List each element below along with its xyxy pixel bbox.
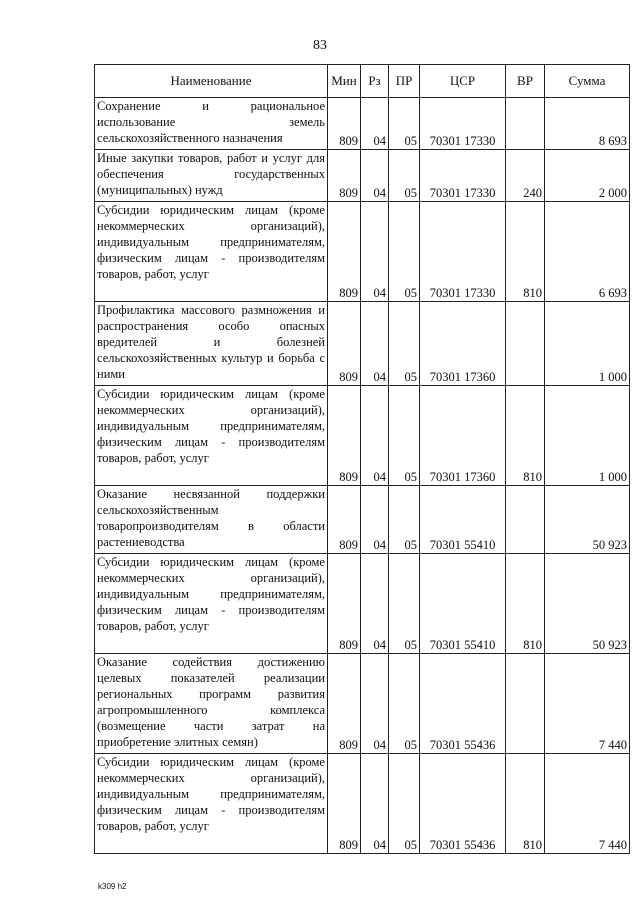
row-name-cell: Субсидии юридическим лицам (кроме некоммерческих организаций), индивидуальным предпринимателям, физическим лицам - производителям товаров, работ, услуг	[95, 202, 328, 302]
row-sum-cell: 7 440	[545, 654, 630, 754]
row-min-cell: 809	[328, 554, 361, 654]
row-vr-cell	[506, 302, 545, 386]
table-row	[95, 754, 630, 854]
table-row	[95, 302, 630, 386]
row-sum-cell: 2 000	[545, 150, 630, 202]
row-vr-cell: 240	[506, 150, 545, 202]
row-vr-cell	[506, 486, 545, 554]
row-vr-cell: 810	[506, 386, 545, 486]
row-name-cell: Субсидии юридическим лицам (кроме некоммерческих организаций), индивидуальным предпринимателям, физическим лицам - производителям товаров, работ, услуг	[95, 754, 328, 854]
row-min-cell: 809	[328, 654, 361, 754]
row-pr-cell: 05	[389, 654, 420, 754]
row-pr-cell: 05	[389, 98, 420, 150]
row-name-cell: Оказание несвязанной поддержки сельскохозяйственным товаропроизводителям в области растениеводства	[95, 486, 328, 554]
row-pr-cell: 05	[389, 554, 420, 654]
row-pr-cell: 05	[389, 150, 420, 202]
row-sum-cell: 50 923	[545, 554, 630, 654]
table-row	[95, 386, 630, 486]
row-name-cell: Иные закупки товаров, работ и услуг для обеспечения государственных (муниципальных) нужд	[95, 150, 328, 202]
row-csr-cell: 70301 55410	[420, 486, 506, 554]
row-vr-cell	[506, 654, 545, 754]
page-number: 83	[313, 38, 327, 53]
row-rz-cell: 04	[361, 386, 389, 486]
row-rz-cell: 04	[361, 98, 389, 150]
row-sum-cell: 6 693	[545, 202, 630, 302]
row-pr-cell: 05	[389, 754, 420, 854]
row-name-cell: Субсидии юридическим лицам (кроме некоммерческих организаций), индивидуальным предпринимателям, физическим лицам - производителям товаров, работ, услуг	[95, 386, 328, 486]
row-name-cell: Оказание содействия достижению целевых показателей реализации региональных программ развития агропромышленного комплекса (возмещение части затрат на приобретение элитных семян)	[95, 654, 328, 754]
budget-table	[94, 64, 630, 854]
row-pr-cell: 05	[389, 302, 420, 386]
table-row	[95, 554, 630, 654]
header-vr: ВР	[506, 65, 545, 98]
table-row	[95, 150, 630, 202]
row-csr-cell: 70301 55436	[420, 654, 506, 754]
row-pr-cell: 05	[389, 386, 420, 486]
row-min-cell: 809	[328, 98, 361, 150]
header-sum: Сумма	[545, 65, 630, 98]
row-min-cell: 809	[328, 386, 361, 486]
table-row	[95, 654, 630, 754]
header-csr: ЦСР	[420, 65, 506, 98]
row-rz-cell: 04	[361, 302, 389, 386]
row-csr-cell: 70301 55410	[420, 554, 506, 654]
row-name-cell: Профилактика массового размножения и распространения особо опасных вредителей и болезней сельскохозяйственных культур и борьба с ними	[95, 302, 328, 386]
row-vr-cell	[506, 98, 545, 150]
row-rz-cell: 04	[361, 554, 389, 654]
row-rz-cell: 04	[361, 150, 389, 202]
row-sum-cell: 8 693	[545, 98, 630, 150]
row-min-cell: 809	[328, 754, 361, 854]
row-csr-cell: 70301 17330	[420, 150, 506, 202]
row-rz-cell: 04	[361, 202, 389, 302]
row-sum-cell: 1 000	[545, 386, 630, 486]
row-sum-cell: 7 440	[545, 754, 630, 854]
row-min-cell: 809	[328, 150, 361, 202]
row-min-cell: 809	[328, 302, 361, 386]
row-name-cell: Сохранение и рациональное использование земель сельскохозяйственного назначения	[95, 98, 328, 150]
table-row	[95, 486, 630, 554]
row-csr-cell: 70301 17360	[420, 302, 506, 386]
header-min: Мин	[328, 65, 361, 98]
row-pr-cell: 05	[389, 486, 420, 554]
row-csr-cell: 70301 17330	[420, 98, 506, 150]
row-pr-cell: 05	[389, 202, 420, 302]
row-sum-cell: 50 923	[545, 486, 630, 554]
row-vr-cell: 810	[506, 554, 545, 654]
footer-code: k309 h2	[98, 882, 127, 891]
row-csr-cell: 70301 55436	[420, 754, 506, 854]
row-sum-cell: 1 000	[545, 302, 630, 386]
row-vr-cell: 810	[506, 202, 545, 302]
table-row	[95, 98, 630, 150]
table-row	[95, 202, 630, 302]
row-vr-cell: 810	[506, 754, 545, 854]
row-csr-cell: 70301 17330	[420, 202, 506, 302]
header-rz: Рз	[361, 65, 389, 98]
row-name-cell: Субсидии юридическим лицам (кроме некоммерческих организаций), индивидуальным предпринимателям, физическим лицам - производителям товаров, работ, услуг	[95, 554, 328, 654]
row-rz-cell: 04	[361, 654, 389, 754]
row-min-cell: 809	[328, 486, 361, 554]
row-rz-cell: 04	[361, 754, 389, 854]
row-rz-cell: 04	[361, 486, 389, 554]
header-pr: ПР	[389, 65, 420, 98]
header-name: Наименование	[95, 65, 328, 98]
table-header-row	[95, 65, 630, 98]
row-min-cell: 809	[328, 202, 361, 302]
row-csr-cell: 70301 17360	[420, 386, 506, 486]
